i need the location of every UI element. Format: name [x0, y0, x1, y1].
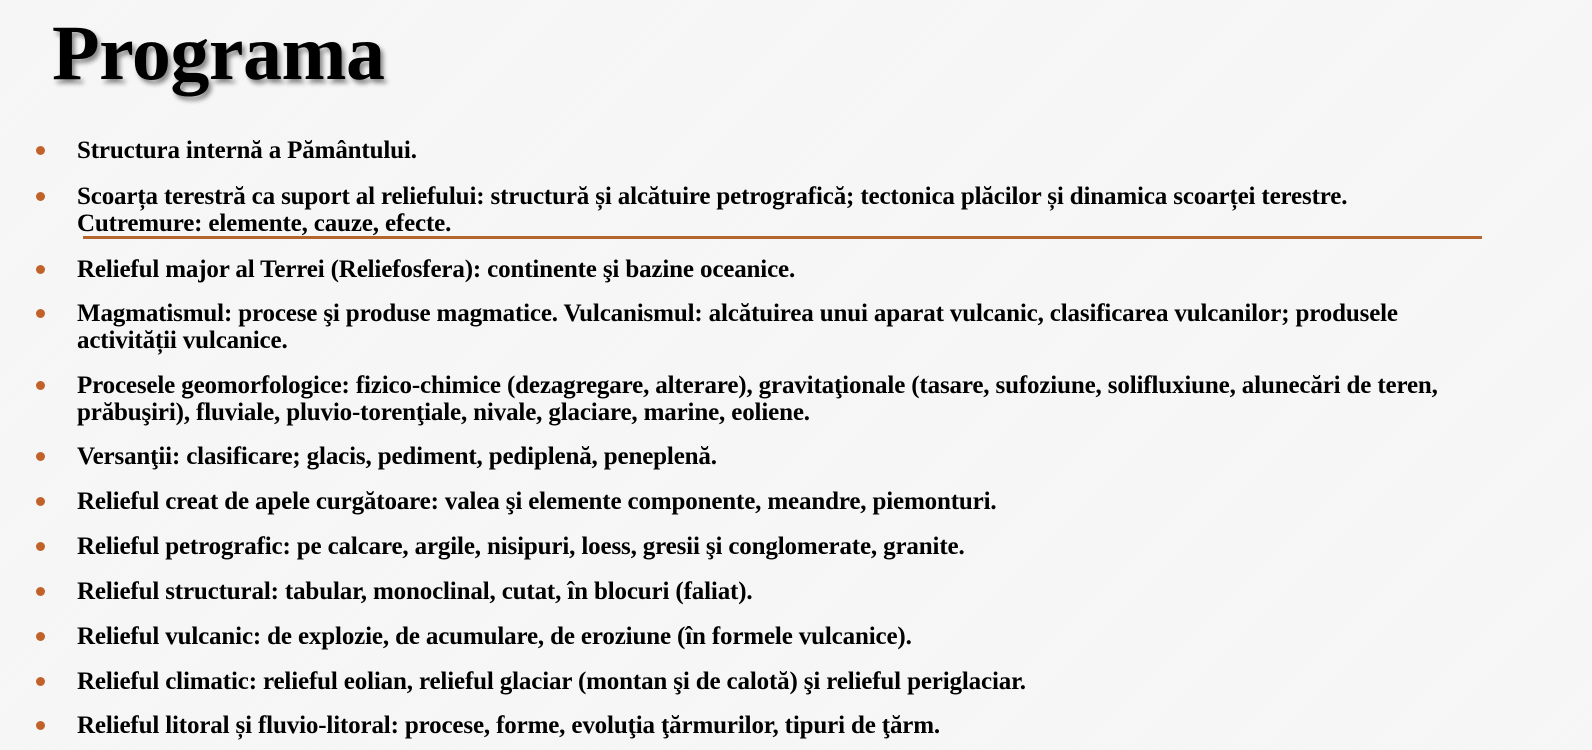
list-item	[0, 712, 1560, 739]
list-item-text: Relieful creat de apele curgătoare: valea şi elemente componente, meandre, piemonturi.	[77, 488, 997, 515]
list-item	[0, 300, 1560, 354]
list-item	[0, 533, 1560, 560]
list-item-text: Structura internă a Pământului.	[77, 137, 417, 164]
bullet-dot-icon	[36, 587, 45, 596]
list-item	[0, 256, 1560, 283]
bullet-dot-icon	[36, 542, 45, 551]
list-item	[0, 578, 1560, 605]
list-item-text: Relieful major al Terrei (Reliefosfera): continente şi bazine oceanice.	[77, 256, 796, 283]
list-item	[0, 183, 1560, 237]
list-item	[0, 443, 1560, 470]
list-item	[0, 668, 1560, 695]
bullet-dot-icon	[36, 452, 45, 461]
list-item-text: Versanţii: clasificare; glacis, pediment, pediplenă, peneplenă.	[77, 443, 717, 470]
list-item-text: Procesele geomorfologice: fizico-chimice (dezagregare, alterare), gravitaţionale (tasare, sufoziune, solifluxiune, alunecări de teren, prăbuşiri), fluviale, pluvio-torenţiale, nivale, glaciare, marine, eoliene.	[77, 372, 1438, 426]
bullet-dot-icon	[36, 381, 45, 390]
list-item	[0, 623, 1560, 650]
list-item	[0, 137, 1560, 164]
list-item-text: Magmatismul: procese şi produse magmatice. Vulcanismul: alcătuirea unui aparat vulcanic, clasificarea vulcanilor; produsele activității vulcanice.	[77, 300, 1398, 354]
bullet-dot-icon	[36, 146, 45, 155]
bullet-dot-icon	[36, 497, 45, 506]
bullet-dot-icon	[36, 677, 45, 686]
bullet-dot-icon	[36, 721, 45, 730]
bullet-dot-icon	[36, 192, 45, 201]
bullet-dot-icon	[36, 632, 45, 641]
list-item-text: Relieful petrografic: pe calcare, argile, nisipuri, loess, gresii şi conglomerate, granite.	[77, 533, 965, 560]
list-item	[0, 372, 1560, 426]
list-item-text: Relieful structural: tabular, monoclinal, cutat, în blocuri (faliat).	[77, 578, 753, 605]
bullet-dot-icon	[36, 309, 45, 318]
list-item-text: Relieful vulcanic: de explozie, de acumulare, de eroziune (în formele vulcanice).	[77, 623, 912, 650]
list-item-text: Relieful climatic: relieful eolian, relieful glaciar (montan şi de calotă) şi relieful periglaciar.	[77, 668, 1026, 695]
list-item	[0, 488, 1560, 515]
list-item-text: Scoarța terestră ca suport al reliefului: structură și alcătuire petrografică; tectonica plăcilor și dinamica scoarței terestre. Cutremure: elemente, cauze, efecte.	[77, 183, 1348, 237]
list-item-text: Relieful litoral și fluvio-litoral: procese, forme, evoluţia ţărmurilor, tipuri de ţărm.	[77, 712, 941, 739]
bullet-dot-icon	[36, 265, 45, 274]
slide-title: Programa	[52, 9, 385, 96]
